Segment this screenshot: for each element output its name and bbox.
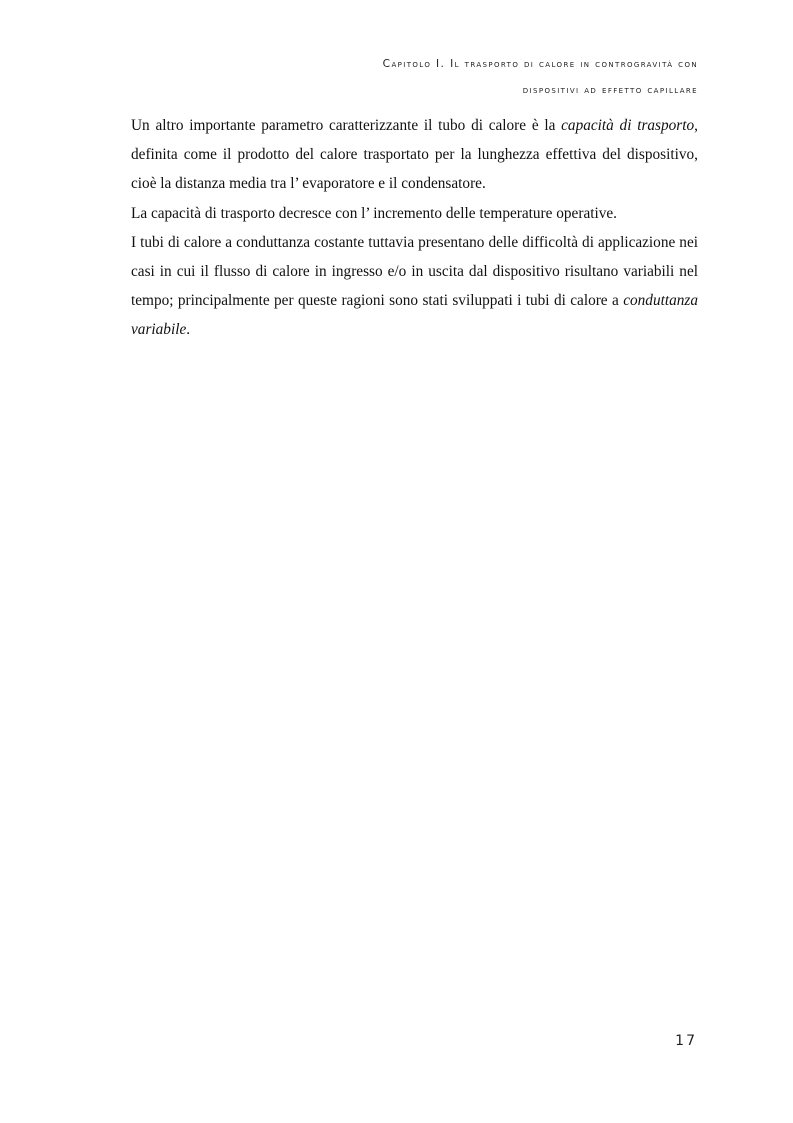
running-header-line-2: dispositivi ad effetto capillare bbox=[522, 84, 698, 96]
term-capacita-di-trasporto: capacità di trasporto bbox=[561, 117, 695, 134]
paragraph-1-text-a: Un altro importante parametro caratterizzante il tubo di calore è la bbox=[131, 117, 562, 134]
body-text bbox=[131, 111, 698, 345]
paragraph-2: La capacità di trasporto decresce con l’ incremento delle temperature operative. bbox=[131, 204, 617, 222]
page-number: 17 bbox=[675, 1033, 697, 1049]
paragraph-1-text-c: , definita come il prodotto del calore trasportato per la lunghezza effettiva del dispositivo, cioè la distanza media tra l’ evaporatore e il condensatore. bbox=[131, 117, 698, 193]
paragraph-3-text-c: . bbox=[186, 321, 191, 339]
paragraph-3-text-a: I tubi di calore a conduttanza costante tuttavia presentano delle difficoltà di applicazione nei casi in cui il flusso di calore in ingresso e/o in uscita dal dispositivo risultano variabili nel tempo; principalmente per queste ragioni sono stati sviluppati i tubi di calore a bbox=[131, 233, 698, 310]
running-header-line-1: Capitolo I. Il trasporto di calore in controgravità con bbox=[382, 58, 698, 70]
paragraph-3 bbox=[131, 228, 698, 345]
term-conduttanza-variabile: conduttanza variabile bbox=[131, 292, 698, 339]
paragraph-1 bbox=[131, 111, 698, 199]
